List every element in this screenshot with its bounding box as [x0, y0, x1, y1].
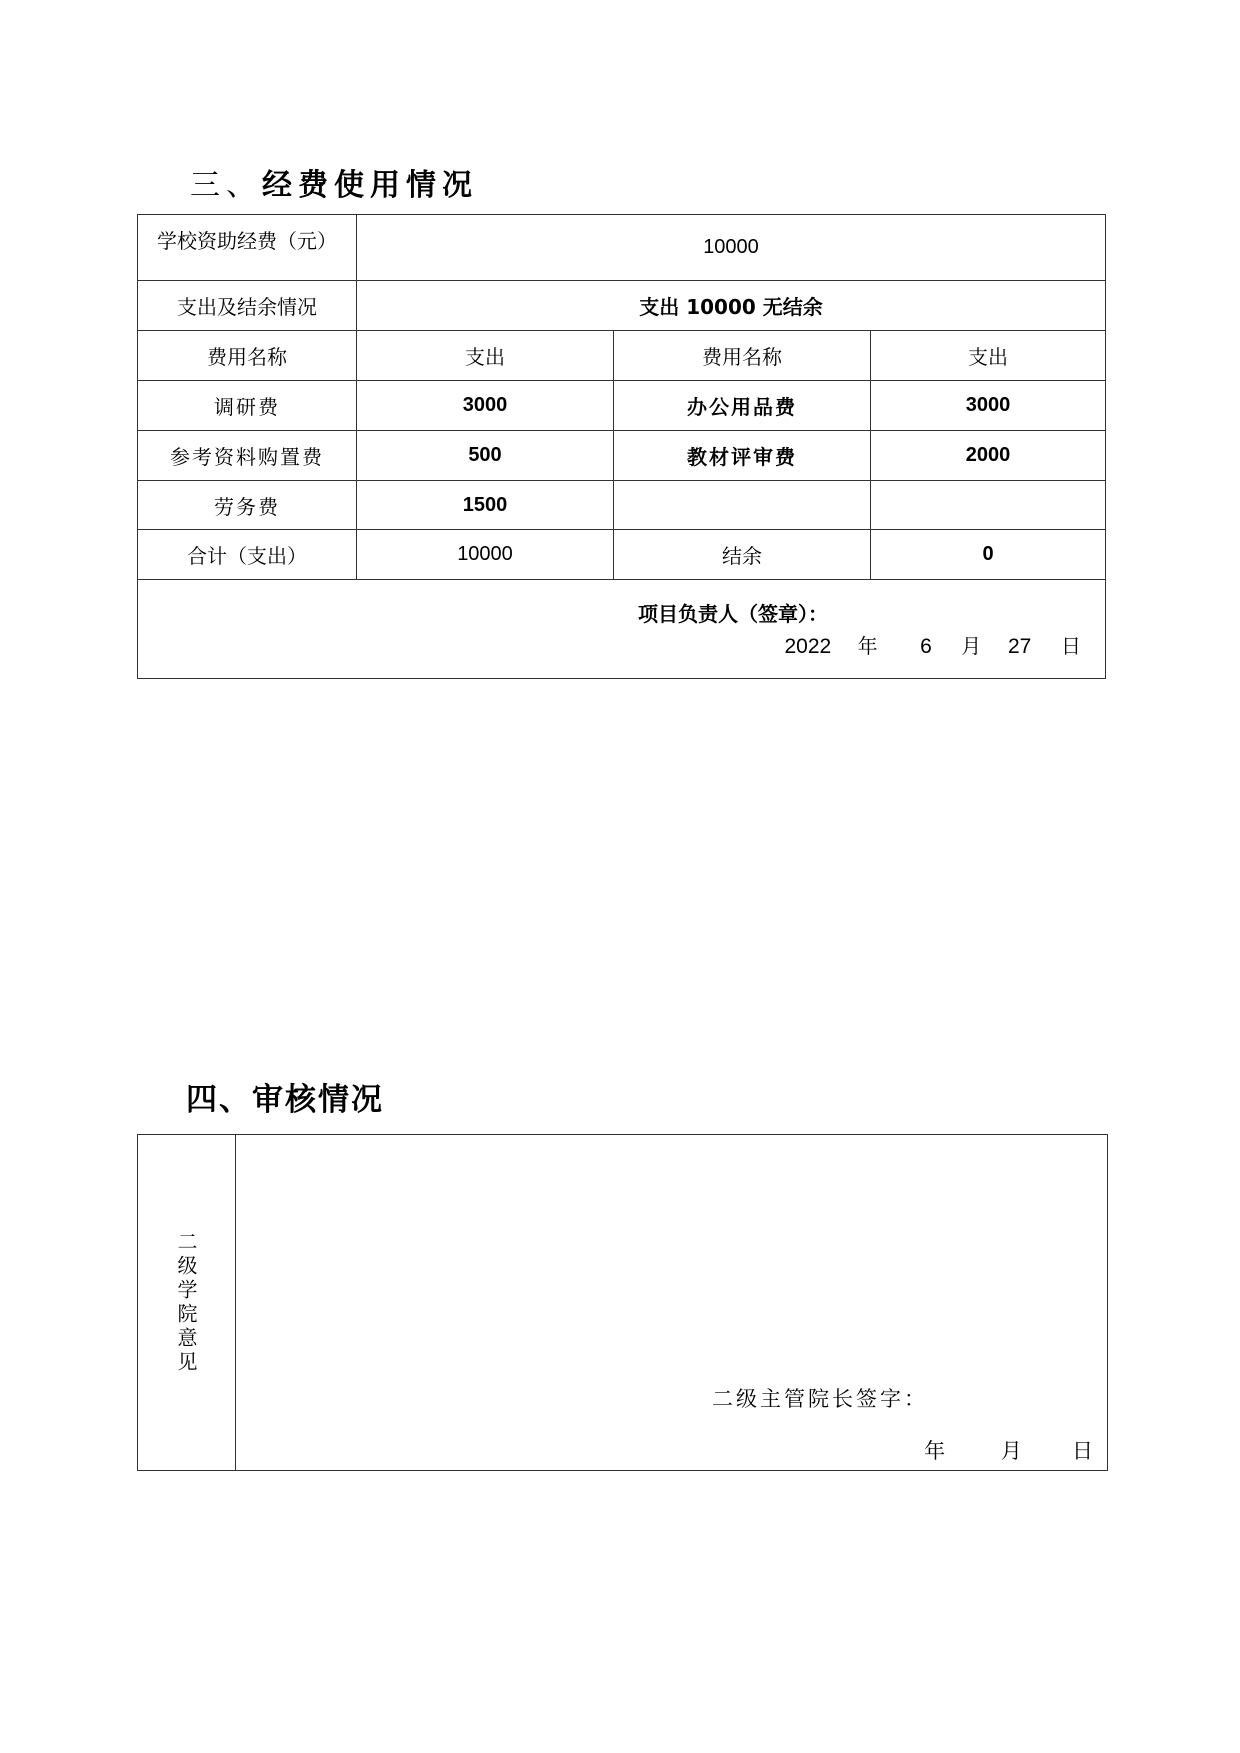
date-day-unit: 日	[1061, 634, 1081, 658]
funding-row	[138, 215, 1106, 281]
expense-amount-cell[interactable]: 3000	[871, 381, 1106, 431]
review-date-day-unit: 日	[1072, 1439, 1093, 1463]
table-row	[138, 481, 1106, 530]
header-expense-name-1: 费用名称	[138, 331, 357, 381]
expense-name-cell: 参考资料购置费	[138, 431, 357, 481]
header-expense-2: 支出	[871, 331, 1106, 381]
funding-value[interactable]: 10000	[357, 215, 1106, 281]
dean-signature-label: 二级主管院长签字：	[712, 1387, 928, 1411]
signature-date	[761, 630, 1081, 659]
funding-label: 学校资助经费（元）	[138, 215, 357, 281]
balance-label: 结余	[614, 530, 871, 580]
section-3-heading: 经费使用情况	[262, 168, 478, 203]
date-month-unit: 月	[961, 634, 982, 658]
expense-name-cell	[614, 481, 871, 530]
expense-amount-cell[interactable]: 3000	[357, 381, 614, 431]
expense-name-cell: 教材评审费	[614, 431, 871, 481]
expense-amount-cell[interactable]: 2000	[871, 431, 1106, 481]
header-expense-name-2: 费用名称	[614, 331, 871, 381]
expense-name-cell: 劳务费	[138, 481, 357, 530]
review-date-month-unit: 月	[1000, 1439, 1022, 1463]
date-year: 2022	[784, 635, 832, 658]
section-4-title: 四、审核情况	[186, 1082, 384, 1118]
section-3-title	[190, 160, 478, 204]
opinion-label: 二级学院意见	[174, 1230, 198, 1375]
expense-amount-cell[interactable]: 500	[357, 431, 614, 481]
balance-value[interactable]: 0	[871, 530, 1106, 580]
project-leader-signature-label: 项目负责人（签章）：	[638, 602, 828, 626]
date-year-unit: 年	[857, 634, 878, 658]
table-row	[138, 381, 1106, 431]
opinion-label-cell	[138, 1135, 236, 1471]
signature-row	[138, 580, 1106, 679]
total-value[interactable]: 10000	[357, 530, 614, 580]
table-row	[138, 431, 1106, 481]
header-row	[138, 331, 1106, 381]
date-month: 6	[920, 635, 932, 658]
expense-amount-cell[interactable]	[871, 481, 1106, 530]
total-label: 合计（支出）	[138, 530, 357, 580]
review-table	[137, 1134, 1108, 1471]
expense-balance-label: 支出及结余情况	[138, 281, 357, 331]
section-3-number: 三、	[190, 168, 262, 203]
header-expense-1: 支出	[357, 331, 614, 381]
expense-balance-value[interactable]: 支出 10000 无结余	[357, 281, 1106, 331]
expense-name-cell: 办公用品费	[614, 381, 871, 431]
expense-name-cell: 调研费	[138, 381, 357, 431]
expense-balance-row	[138, 281, 1106, 331]
review-row	[138, 1135, 1108, 1471]
review-date-year-unit: 年	[924, 1439, 946, 1463]
expense-amount-cell[interactable]: 1500	[357, 481, 614, 530]
total-row	[138, 530, 1106, 580]
opinion-content-cell[interactable]	[236, 1135, 1108, 1471]
date-day: 27	[1007, 635, 1032, 658]
signature-cell[interactable]	[138, 580, 1106, 679]
review-date	[900, 1435, 1093, 1465]
funds-usage-table	[137, 214, 1106, 679]
